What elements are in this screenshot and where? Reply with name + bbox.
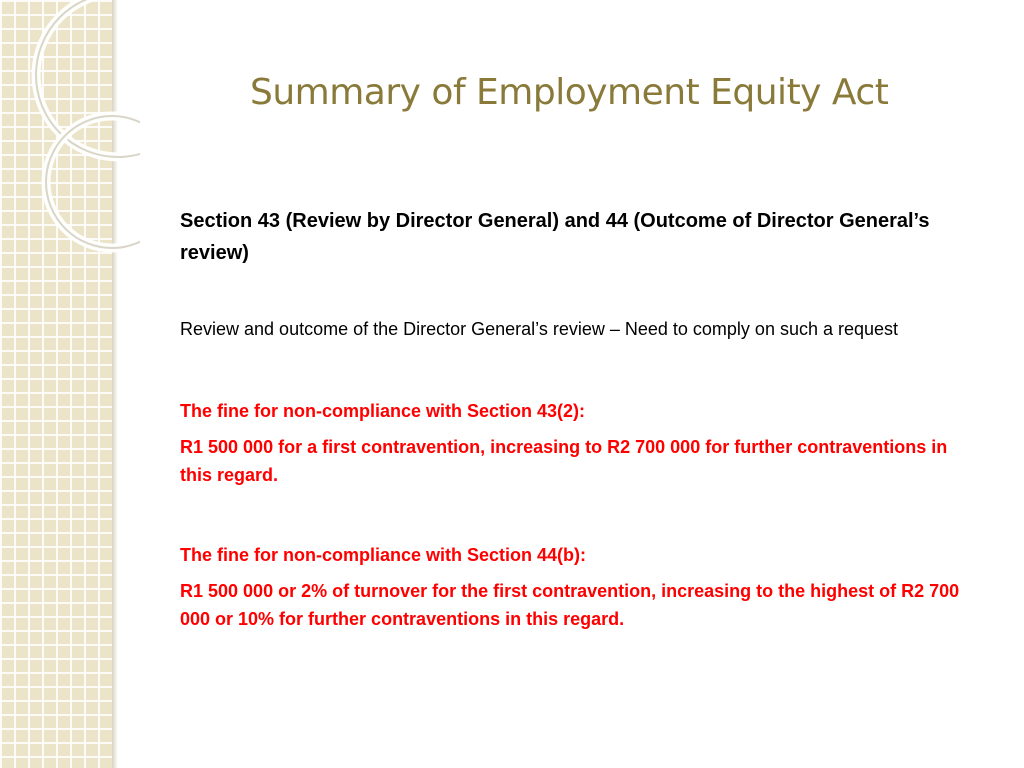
fine-detail-section-43: R1 500 000 for a first contravention, increasing to R2 700 000 for further contraventions in this regard. — [180, 437, 948, 485]
slide-title: Summary of Employment Equity Act — [250, 72, 889, 113]
fine-label-section-44: The fine for non-compliance with Section 44(b): — [180, 545, 587, 565]
review-description: Review and outcome of the Director General’s review – Need to comply on such a request — [180, 319, 899, 339]
section-heading: Section 43 (Review by Director General) and 44 (Outcome of Director General’s review) — [180, 210, 930, 264]
decorative-rings — [0, 0, 140, 260]
fine-section-43 — [180, 397, 980, 489]
fine-section-44 — [180, 541, 980, 633]
fine-detail-section-44: R1 500 000 or 2% of turnover for the first contravention, increasing to the highest of R2 700 000 or 10% for further contraventions in this regard. — [180, 581, 960, 629]
slide-content — [180, 205, 980, 633]
fine-label-section-43: The fine for non-compliance with Section 43(2): — [180, 401, 586, 421]
